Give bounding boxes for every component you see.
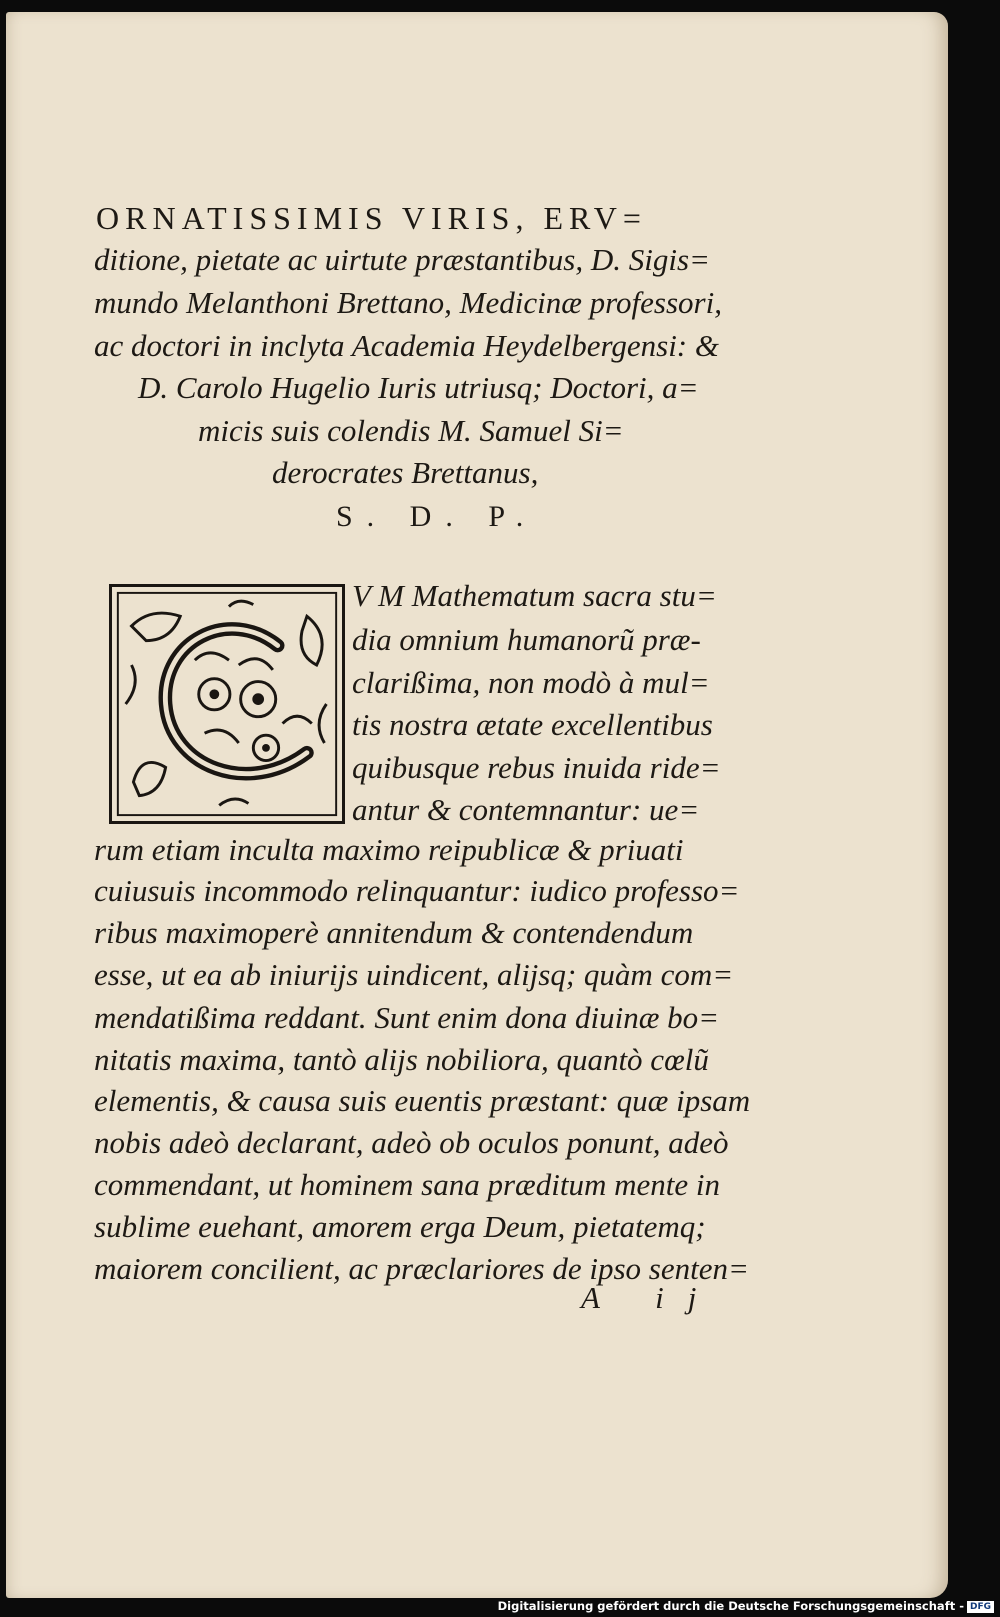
dedication-line-3: mundo Melanthoni Brettano, Medicinæ professori, bbox=[94, 285, 722, 320]
dedication-line-7: derocrates Brettanus, bbox=[272, 455, 539, 490]
body-line: mendatißima reddant. Sunt enim dona diuinæ bo= bbox=[94, 1000, 720, 1035]
body-line: clarißima, non modò à mul= bbox=[352, 665, 710, 700]
body-line: tis nostra ætate excellentibus bbox=[352, 707, 713, 742]
body-line: maiorem concilient, ac præclariores de ipso senten= bbox=[94, 1251, 749, 1286]
body-line: elementis, & causa suis euentis præstant: quæ ipsam bbox=[94, 1083, 751, 1118]
body-line: esse, ut ea ab iniurijs uindicent, alijsq; quàm com= bbox=[94, 957, 734, 992]
dedication-line-1: ORNATISSIMIS VIRIS, ERV= bbox=[96, 200, 647, 236]
dedication-line-6: micis suis colendis M. Samuel Si= bbox=[198, 413, 624, 448]
body-line: rum etiam inculta maximo reipublicæ & priuati bbox=[94, 832, 684, 867]
body-line: commendant, ut hominem sana præditum mente in bbox=[94, 1167, 720, 1202]
dedication-salutation: S. D. P. bbox=[336, 500, 538, 533]
body-line: cuiusuis incommodo relinquantur: iudico professo= bbox=[94, 873, 740, 908]
body-line: antur & contemnantur: ue= bbox=[352, 792, 700, 827]
digitization-credit bbox=[498, 1599, 994, 1613]
body-line: nobis adeò declarant, adeò ob oculos ponunt, adeò bbox=[94, 1125, 729, 1160]
body-line: dia omnium humanorũ præ- bbox=[352, 622, 701, 657]
decorated-initial bbox=[109, 584, 345, 824]
dedication-line-5: D. Carolo Hugelio Iuris utriusq; Doctori, a= bbox=[138, 370, 699, 405]
body-line: V M Mathematum sacra stu= bbox=[352, 578, 717, 613]
body-line: quibusque rebus inuida ride= bbox=[352, 750, 721, 785]
decorated-initial-c-icon bbox=[112, 587, 342, 821]
page-signature-mark: A ij bbox=[581, 1280, 721, 1315]
credit-text: Digitalisierung gefördert durch die Deutsche Forschungsgemeinschaft - bbox=[497, 1599, 964, 1613]
dedication-line-4: ac doctori in inclyta Academia Heydelbergensi: & bbox=[94, 328, 719, 363]
body-line: ribus maximoperè annitendum & contendendum bbox=[94, 915, 694, 950]
dedication-line-2: ditione, pietate ac uirtute præstantibus, D. Sigis= bbox=[94, 242, 710, 277]
book-page bbox=[6, 12, 948, 1598]
dfg-logo-icon: DFG bbox=[967, 1601, 994, 1613]
body-line: nitatis maxima, tantò alijs nobiliora, quantò cœlũ bbox=[94, 1042, 709, 1077]
body-line: sublime euehant, amorem erga Deum, pietatemq; bbox=[94, 1209, 706, 1244]
